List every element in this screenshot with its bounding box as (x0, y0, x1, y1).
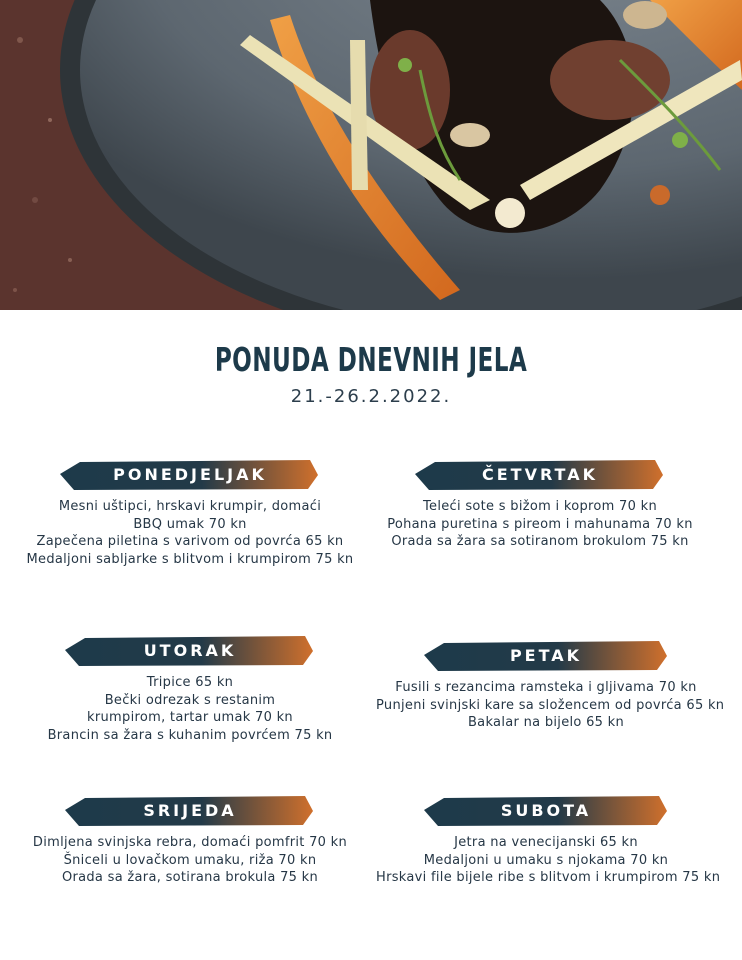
menu-item: Pohana puretina s pireom i mahunama 70 kn (387, 516, 693, 532)
day-name: SUBOTA (500, 801, 592, 820)
menu-item: Dimljena svinjska rebra, domaći pomfrit 70 kn (32, 835, 348, 850)
menu-list (20, 674, 360, 744)
menu-item: krumpirom, tartar umak 70 kn (87, 710, 293, 725)
day-block-petak (376, 639, 725, 732)
hero-food-photo (0, 0, 742, 310)
menu-item: Bakalar na bijelo 65 kn (467, 715, 625, 730)
day-header-cetvrtak (415, 458, 665, 492)
menu-item: Orada sa žara sa sotiranom brokulom 75 kn (391, 534, 689, 549)
menu-item: Brancin sa žara s kuhanim povrćem 75 kn (47, 727, 333, 743)
menu-list (20, 834, 360, 887)
menu-item: Orada sa žara, sotirana brokula 75 kn (61, 870, 319, 885)
day-block-subota (376, 794, 721, 887)
menu-item: Tripice 65 kn (146, 675, 234, 690)
day-block-ponedjeljak (20, 458, 360, 568)
menu-item: Jetra na venecijanski 65 kn (454, 835, 638, 850)
menu-item: Hrskavi file bijele ribe s blitvom i krumpirom 75 kn (376, 870, 721, 885)
menu-item: Fusili s rezancima ramsteka i gljivama 70 kn (395, 680, 697, 695)
day-block-srijeda (20, 794, 360, 887)
page-title: PONUDA DNEVNIH JELA (214, 340, 528, 379)
day-header-srijeda (65, 794, 315, 828)
menu-list (370, 498, 710, 551)
date-range: 21.-26.2.2022. (290, 386, 452, 407)
menu-item: Šniceli u lovačkom umaku, riža 70 kn (63, 852, 317, 868)
day-header-ponedjeljak (60, 458, 320, 492)
day-block-utorak (20, 634, 360, 744)
food-plate-illustration (0, 0, 742, 310)
menu-item: Teleći sote s bižom i koprom 70 kn (423, 499, 657, 514)
day-header-petak (424, 639, 669, 673)
menu-item: Medaljoni sabljarke s blitvom i krumpirom 75 kn (26, 551, 354, 567)
menu-item: BBQ umak 70 kn (133, 516, 247, 532)
menu-item: Punjeni svinjski kare sa složencem od povrća 65 kn (376, 697, 725, 713)
menu-list (376, 834, 721, 887)
day-name: SRIJEDA (143, 801, 237, 820)
day-name: UTORAK (143, 641, 237, 660)
menu-list (376, 679, 725, 732)
day-header-subota (424, 794, 669, 828)
day-name: PONEDJELJAK (113, 465, 267, 484)
menu-item: Bečki odrezak s restanim (104, 692, 276, 708)
day-header-utorak (65, 634, 315, 668)
day-block-cetvrtak (370, 458, 710, 551)
menu-item: Medaljoni u umaku s njokama 70 kn (423, 852, 669, 868)
day-name: ČETVRTAK (481, 465, 599, 484)
menu-item: Zapečena piletina s varivom od povrća 65 kn (36, 534, 344, 549)
menu-item: Mesni uštipci, hrskavi krumpir, domaći (58, 499, 322, 514)
menu-list (20, 498, 360, 568)
day-name: PETAK (509, 646, 583, 665)
